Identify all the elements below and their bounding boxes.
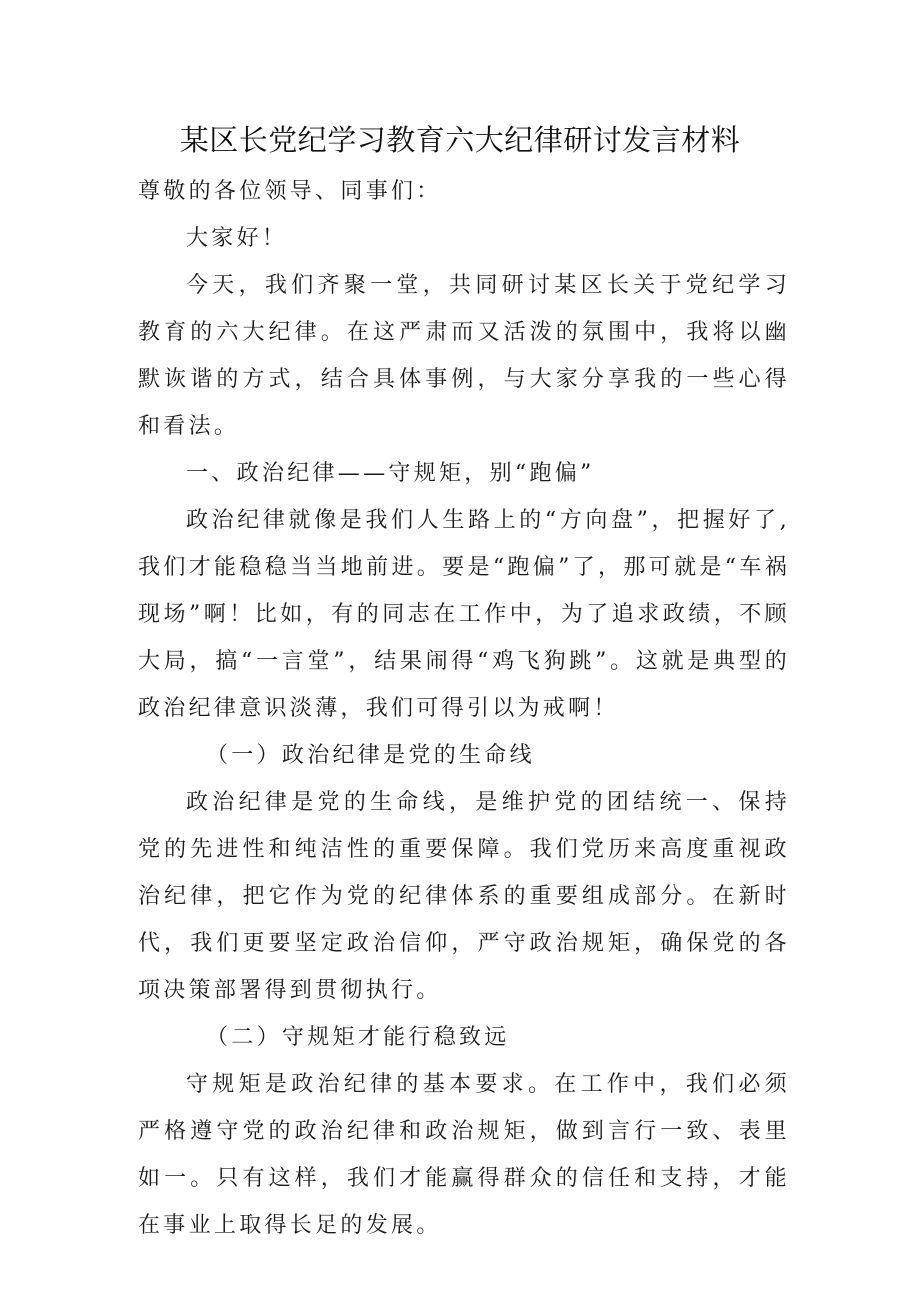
subsection-heading-follow-rules: （二）守规矩才能行稳致远: [206, 1025, 510, 1050]
document-title: 某区长党纪学习教育六大纪律研讨发言材料: [179, 123, 741, 157]
intro-paragraph: 今天，我们齐聚一堂，共同研讨某区长关于党纪学习教育的六大纪律。在这严肃而又活泼的氛围中，我将以幽默诙谐的方式，结合具体事例，与大家分享我的一些心得和看法。: [138, 273, 790, 439]
body-paragraph: 守规矩是政治纪律的基本要求。在工作中，我们必须严格遵守党的政治纪律和政治规矩，做到言行一致、表里如一。只有这样，我们才能赢得群众的信任和支持，才能在事业上取得长足的发展。: [138, 1072, 790, 1238]
section-heading-political-discipline: 一、政治纪律——守规矩，别“跑偏”: [186, 461, 595, 486]
greeting: 大家好！: [186, 226, 288, 251]
salutation: 尊敬的各位领导、同事们：: [138, 179, 442, 204]
body-paragraph: 政治纪律是党的生命线，是维护党的团结统一、保持党的先进性和纯洁性的重要保障。我们党历来高度重视政治纪律，把它作为党的纪律体系的重要组成部分。在新时代，我们更要坚定政治信仰，严守政治规矩，确保党的各项决策部署得到贯彻执行。: [138, 790, 790, 1003]
body-paragraph: 政治纪律就像是我们人生路上的“方向盘”，把握好了,我们才能稳稳当当地前进。要是“跑偏”了，那可就是“车祸现场”啊！比如，有的同志在工作中，为了追求政绩，不顾大局，搞“一言堂”，结果闹得“鸡飞狗跳”。这就是典型的政治纪律意识淡薄，我们可得引以为戒啊！: [138, 508, 790, 721]
subsection-heading-lifeline: （一）政治纪律是党的生命线: [206, 743, 535, 768]
document-body: [138, 168, 790, 1249]
